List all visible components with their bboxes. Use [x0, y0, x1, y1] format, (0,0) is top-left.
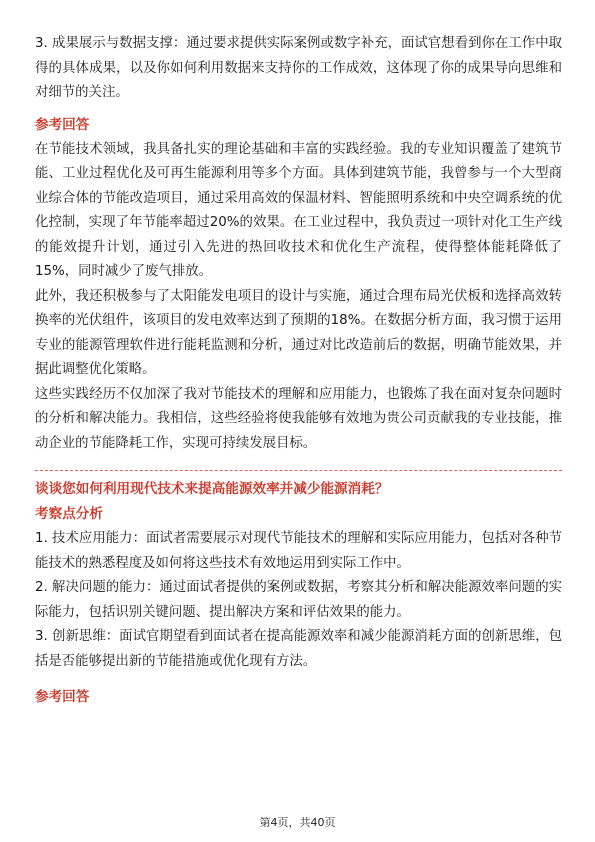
analysis-point-3: 3. 成果展示与数据支撑：通过要求提供实际案例或数字补充，面试官想看到你在工作中取得的具体成果，以及你如何利用数据来支持你的工作成效，这体现了你的成果导向思维和对细节的关注。 — [35, 36, 562, 100]
analysis-point-2: 2. 解决问题的能力：通过面试者提供的案例或数据，考察其分析和解决能源效率问题的实际能力，包括识别关键问题、提出解决方案和评估效果的能力。 — [35, 580, 562, 620]
section-divider — [35, 470, 562, 471]
question-title: 谈谈您如何利用现代技术来提高能源效率并减少能源消耗？ — [35, 481, 389, 497]
reference-answer-heading: 参考回答 — [35, 116, 90, 133]
answer-paragraph-1: 在节能技术领域，我具备扎实的理论基础和丰富的实践经验。我的专业知识覆盖了建筑节能、工业过程优化及可再生能源利用等多个方面。具体到建筑节能，我曾参与一个大型商业综合体的节能改造项目，通过采用高效的保温材料、智能照明系统和中央空调系统的优化控制，实现了年节能率超过20%的效果。在工业过程中，我负责过一项针对化工生产线的能效提升计划，通过引入先进的热回收技术和优化生产流程，使得整体能耗降低了15%，同时减少了废气排放。 — [35, 141, 562, 279]
answer-paragraph-2: 此外，我还积极参与了太阳能发电项目的设计与实施，通过合理布局光伏板和选择高效转换率的光伏组件，该项目的发电效率达到了预期的18%。在数据分析方面，我习惯于运用专业的能源管理软件进行能耗监测和分析，通过对比改造前后的数据，明确节能效果，并据此调整优化策略。 — [35, 288, 562, 377]
page-content — [35, 32, 562, 708]
analysis-point-1: 1. 技术应用能力：面试者需要展示对现代节能技术的理解和实际应用能力，包括对各种节能技术的熟悉程度及如何将这些技术有效地运用到实际工作中。 — [35, 531, 562, 571]
page-number: 第4页，共40页 — [259, 816, 336, 829]
analysis-heading: 考察点分析 — [35, 506, 103, 522]
analysis-point-3b: 3. 创新思维：面试官期望看到面试者在提高能源效率和减少能源消耗方面的创新思维，包括是否能够提出新的节能措施或优化现有方法。 — [35, 629, 562, 669]
reference-answer-heading-2: 参考回答 — [35, 689, 90, 705]
answer-paragraph-3: 这些实践经历不仅加深了我对节能技术的理解和应用能力，也锻炼了我在面对复杂问题时的分析和解决能力。我相信，这些经验将使我能够有效地为贵公司贡献我的专业技能，推动企业的节能降耗工作，实现可持续发展目标。 — [35, 386, 562, 451]
